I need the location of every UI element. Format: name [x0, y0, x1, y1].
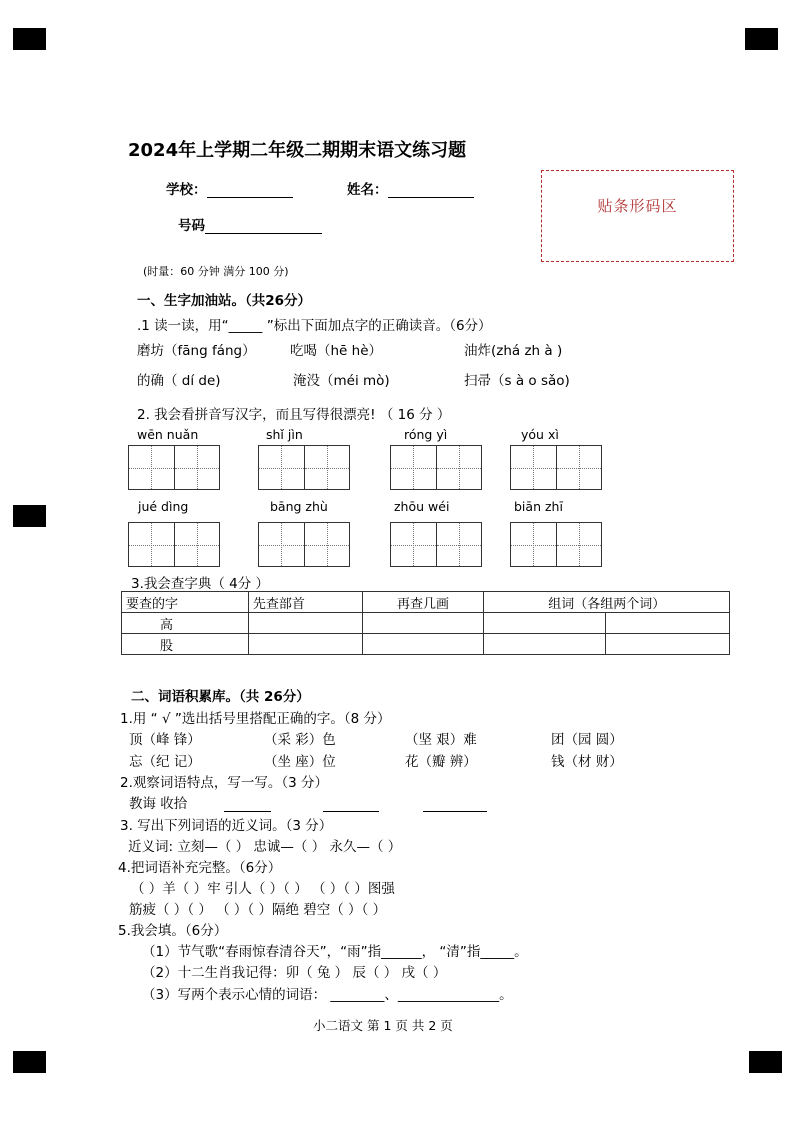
writing-grid[interactable] — [510, 522, 602, 567]
s2-q1-item: （坚 艰）难 — [405, 732, 477, 748]
page-title: 2024年上学期二年级二期期末语文练习题 — [128, 140, 467, 161]
s2-q1-prompt: 1.用 “ √ ”选出括号里搭配正确的字。（8 分） — [120, 711, 391, 727]
table-header: 再查几画 — [362, 592, 484, 613]
answer-cell[interactable] — [248, 634, 362, 655]
number-label: 号码 — [178, 218, 205, 234]
writing-grid[interactable] — [128, 522, 220, 567]
table-row — [122, 613, 730, 634]
school-label: 学校： — [166, 182, 207, 198]
registration-mark — [745, 28, 778, 50]
s1-q1-item: 扫帚（s à o sǎo) — [464, 373, 570, 389]
s2-q2-prompt: 2.观察词语特点，写一写。（3 分） — [120, 775, 329, 791]
answer-blank[interactable] — [423, 797, 487, 812]
registration-mark — [13, 505, 46, 527]
dictionary-table — [121, 591, 730, 655]
writing-grid[interactable] — [390, 522, 482, 567]
table-cell: 股 — [122, 634, 249, 655]
s2-q5-line: （2）十二生肖我记得：卯（ 兔 ） 辰（ ） 戌（ ） — [142, 965, 447, 981]
table-header: 组词（各组两个词） — [484, 592, 730, 613]
s2-q1-item: 钱（材 财） — [551, 754, 623, 770]
answer-cell[interactable] — [484, 634, 606, 655]
table-header-row — [122, 592, 730, 613]
pinyin-label: jué dìng — [138, 499, 189, 514]
writing-grid[interactable] — [128, 445, 220, 490]
name-field[interactable] — [347, 178, 474, 198]
answer-cell[interactable] — [362, 634, 484, 655]
school-field[interactable] — [166, 178, 293, 198]
pinyin-label: bāng zhù — [270, 499, 328, 514]
s1-q1-item: 的确（ dí de) — [137, 373, 221, 389]
s2-q1-item: 顶（峰 锋） — [129, 732, 201, 748]
section2-heading: 二、词语积累库。（共 26分） — [131, 689, 310, 705]
writing-grid[interactable] — [510, 445, 602, 490]
answer-cell[interactable] — [484, 613, 606, 634]
writing-grid[interactable] — [258, 522, 350, 567]
answer-cell[interactable] — [606, 634, 730, 655]
registration-mark — [13, 28, 46, 50]
s2-q5-line: （3）写两个表示心情的词语： ________、_______________。 — [142, 987, 513, 1003]
answer-blank[interactable] — [323, 797, 379, 812]
registration-mark — [749, 1051, 782, 1073]
s2-q1-item: （采 彩）色 — [264, 732, 336, 748]
writing-grid[interactable] — [258, 445, 350, 490]
school-blank[interactable] — [207, 183, 293, 198]
example-words: 教诲 收拾 — [129, 796, 188, 812]
barcode-label: 贴条形码区 — [597, 197, 678, 215]
registration-mark — [13, 1051, 46, 1073]
table-header: 先查部首 — [248, 592, 362, 613]
s2-q3-prompt: 3. 写出下列词语的近义词。（3 分） — [120, 818, 333, 834]
s1-q1-item: 磨坊（fāng fáng） — [137, 343, 256, 359]
s2-q5-line: （1）节气歌“春雨惊春清谷天”，“雨”指______， “清”指_____。 — [142, 944, 528, 960]
s1-q1-prompt: .1 读一读，用“_____ ”标出下面加点字的正确读音。（6分） — [137, 318, 492, 334]
pinyin-label: róng yì — [404, 427, 448, 442]
s2-q5-prompt: 5.我会填。（6分） — [118, 923, 228, 939]
page-footer: 小二语文 第 1 页 共 2 页 — [313, 1018, 453, 1033]
s1-q3-prompt: 3.我会查字典（ 4分 ） — [131, 576, 270, 592]
s2-q1-item: 花（瓣 辨） — [405, 754, 477, 770]
s1-q1-item: 淹没（méi mò) — [293, 373, 390, 389]
s2-q1-item: 忘（纪 记） — [129, 754, 201, 770]
name-label: 姓名： — [347, 182, 388, 198]
s1-q1-item: 吃喝（hē hè） — [290, 343, 383, 359]
table-cell: 高 — [122, 613, 249, 634]
s2-q4-row: 筋疲（ ）（ ） （ ）（ ）隔绝 碧空（ ）（ ） — [129, 902, 387, 918]
barcode-area — [541, 170, 734, 262]
number-blank[interactable] — [205, 219, 322, 234]
answer-cell[interactable] — [248, 613, 362, 634]
writing-grid[interactable] — [390, 445, 482, 490]
answer-cell[interactable] — [362, 613, 484, 634]
s2-q1-item: 团（园 圆） — [551, 732, 623, 748]
s2-q2-example — [129, 792, 487, 812]
s1-q1-item: 油炸(zhá zh à ) — [464, 343, 563, 359]
pinyin-label: biān zhī — [514, 499, 563, 514]
s2-q4-prompt: 4.把词语补充完整。（6分） — [118, 860, 282, 876]
number-field[interactable] — [178, 214, 322, 234]
answer-blank[interactable] — [224, 797, 271, 812]
pinyin-label: shǐ jìn — [266, 427, 303, 442]
s2-q1-item: （坐 座）位 — [264, 754, 336, 770]
s1-q2-prompt: 2. 我会看拼音写汉字，而且写得很漂亮! （ 16 分 ） — [137, 407, 451, 423]
pinyin-label: zhōu wéi — [394, 499, 450, 514]
time-note: (时量：60 分钟 满分 100 分) — [143, 265, 289, 278]
table-header: 要查的字 — [122, 592, 249, 613]
section1-heading: 一、生字加油站。（共26分） — [137, 293, 312, 309]
s2-q4-row: （ ）羊（ ）牢 引人（ ）（ ） （ ）（ ）图强 — [131, 881, 395, 897]
name-blank[interactable] — [388, 183, 474, 198]
pinyin-label: yóu xì — [521, 427, 559, 442]
s2-q3-line: 近义词: 立刻—（ ） 忠诚—（ ） 永久—（ ） — [128, 839, 402, 855]
table-row — [122, 634, 730, 655]
answer-cell[interactable] — [606, 613, 730, 634]
pinyin-label: wēn nuǎn — [137, 427, 199, 442]
